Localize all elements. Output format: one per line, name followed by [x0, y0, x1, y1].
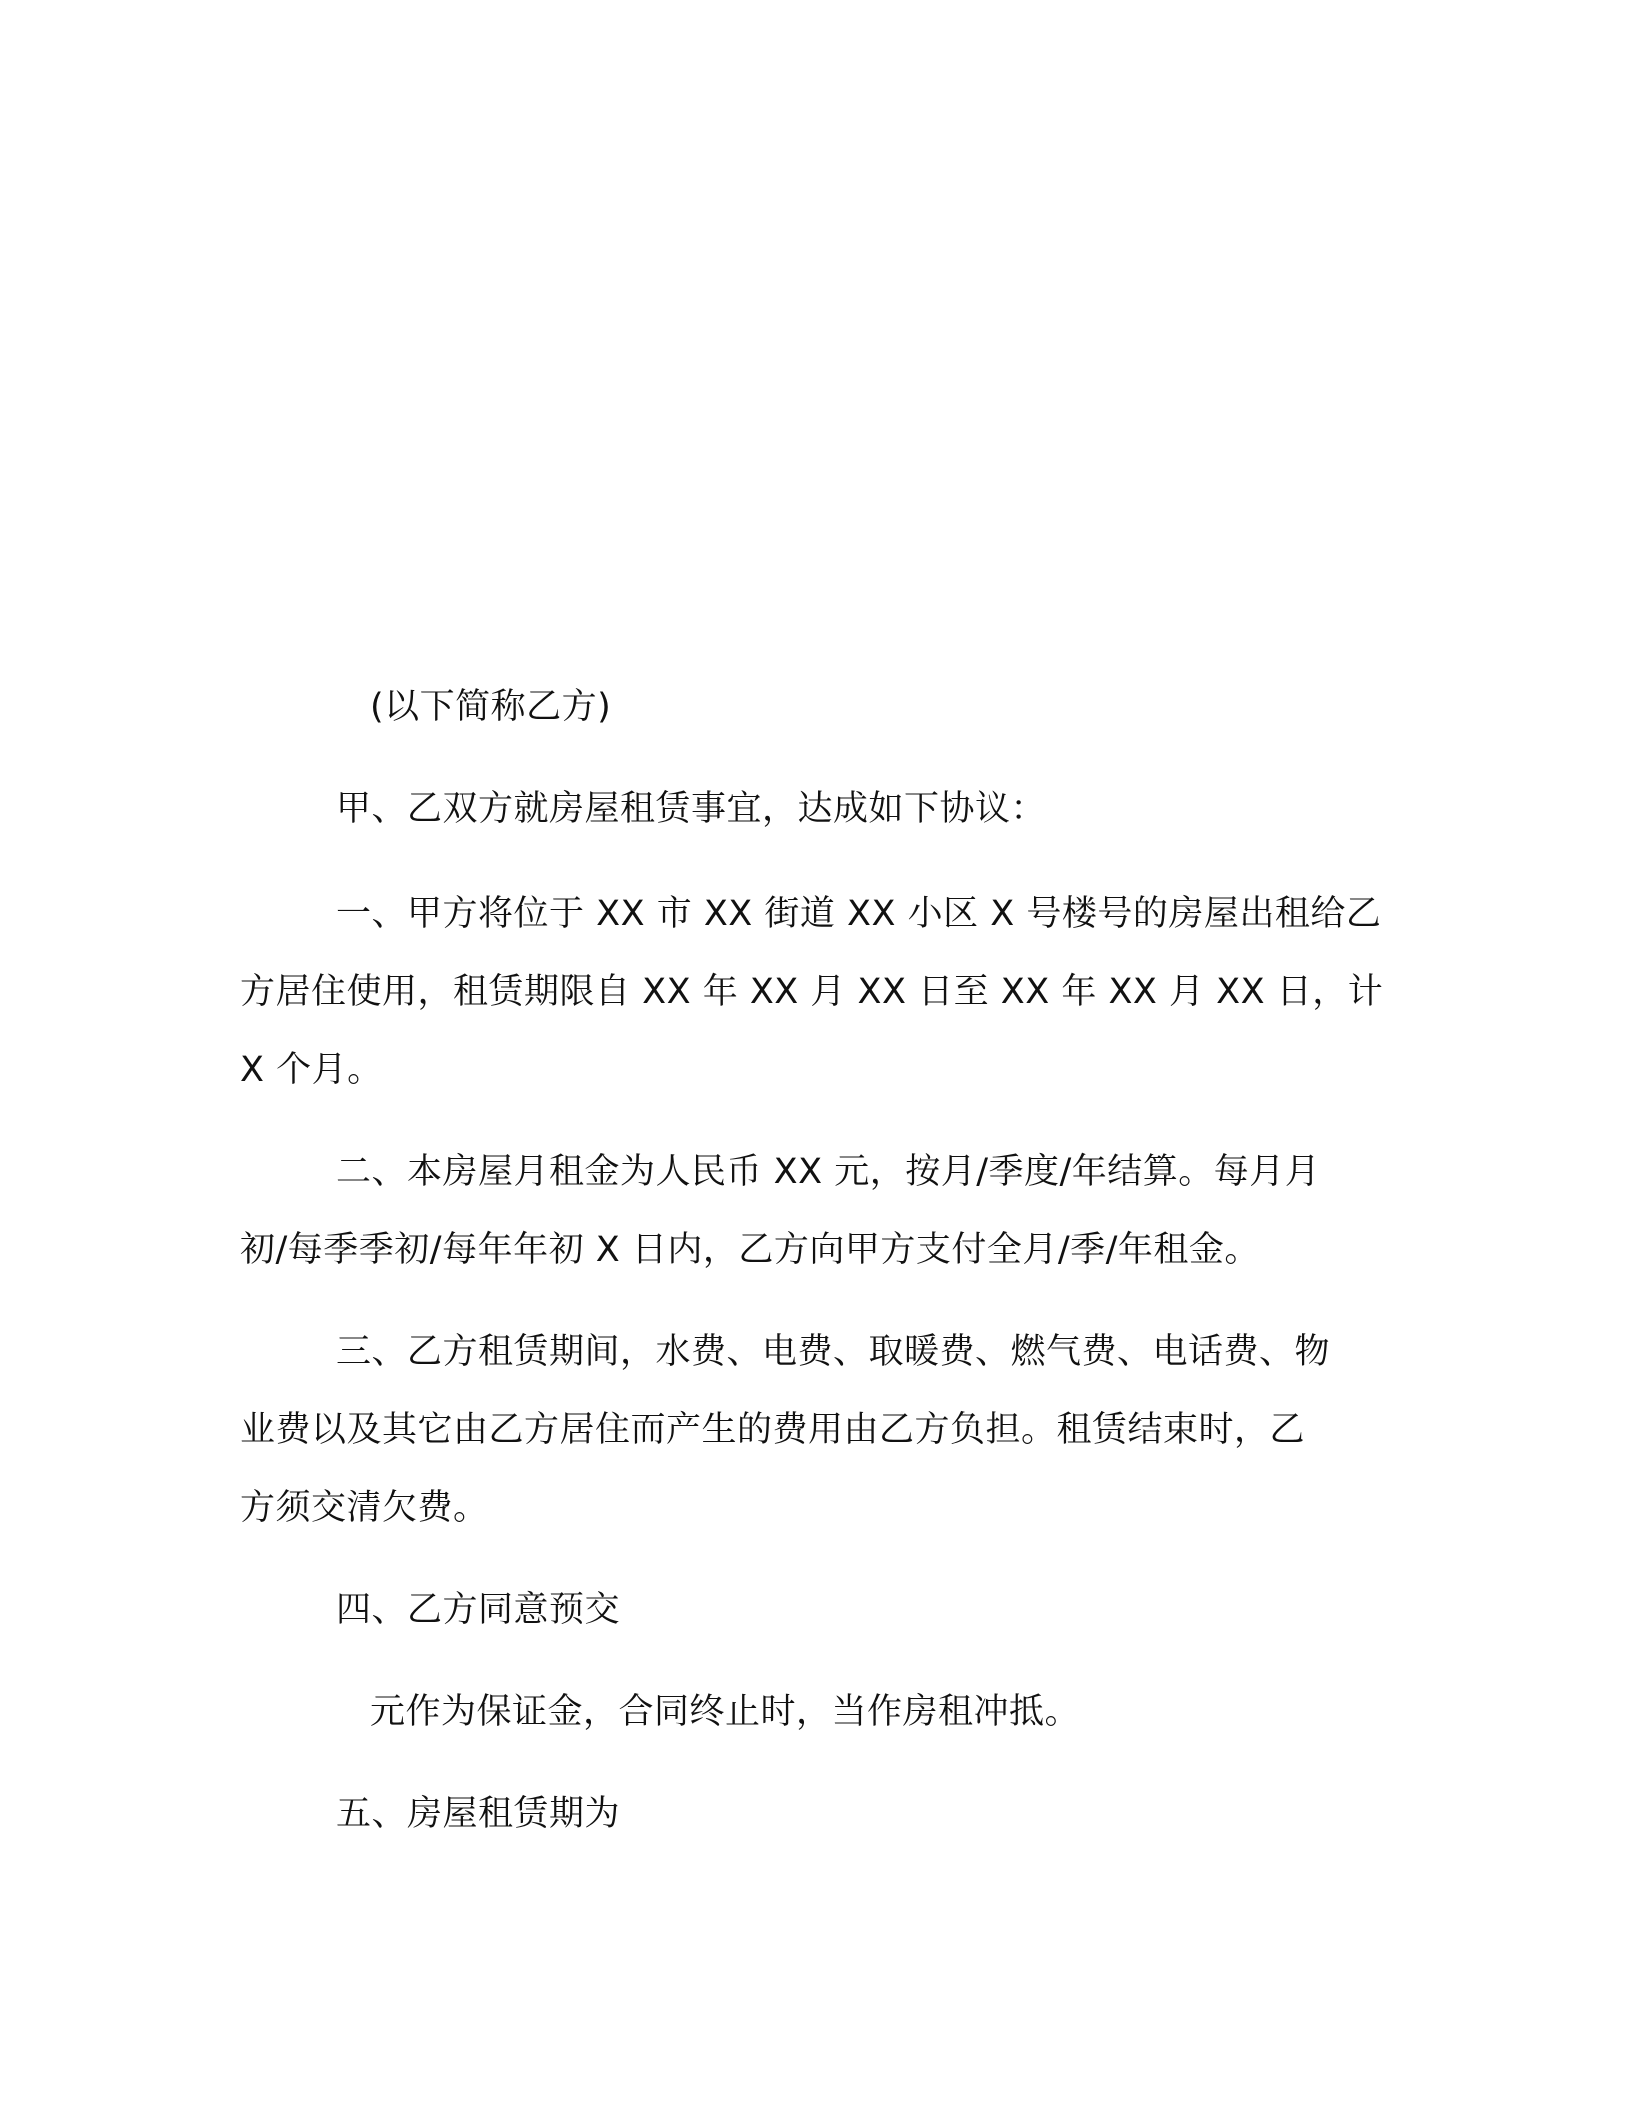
- clause-3-line-3: 方须交清欠费。: [240, 1488, 489, 1528]
- clause-1-line-1: 一、甲方将位于 XX 市 XX 街道 XX 小区 X 号楼号的房屋出租给乙: [336, 894, 1382, 934]
- agreement-intro: 甲、乙双方就房屋租赁事宜，达成如下协议：: [336, 789, 1047, 829]
- clause-3-line-1: 三、乙方租赁期间，水费、电费、取暖费、燃气费、电话费、物: [336, 1332, 1331, 1372]
- clause-2-line-2: 初/每季季初/每年年初 X 日内，乙方向甲方支付全月/季/年租金。: [240, 1230, 1260, 1270]
- party-b-note: (以下简称乙方): [370, 687, 612, 727]
- clause-3-line-2: 业费以及其它由乙方居住而产生的费用由乙方负担。租赁结束时，乙: [240, 1410, 1306, 1450]
- clause-4-line-1: 四、乙方同意预交: [336, 1590, 621, 1630]
- clause-4-line-2: 元作为保证金，合同终止时，当作房租冲抵。: [370, 1692, 1081, 1732]
- clause-1-line-3: X 个月。: [240, 1050, 383, 1090]
- clause-2-line-1: 二、本房屋月租金为人民币 XX 元，按月/季度/年结算。每月月: [336, 1152, 1321, 1192]
- clause-1-line-2: 方居住使用，租赁期限自 XX 年 XX 月 XX 日至 XX 年 XX 月 XX 日，计: [240, 972, 1384, 1012]
- clause-5-line-1: 五、房屋租赁期为: [336, 1794, 621, 1834]
